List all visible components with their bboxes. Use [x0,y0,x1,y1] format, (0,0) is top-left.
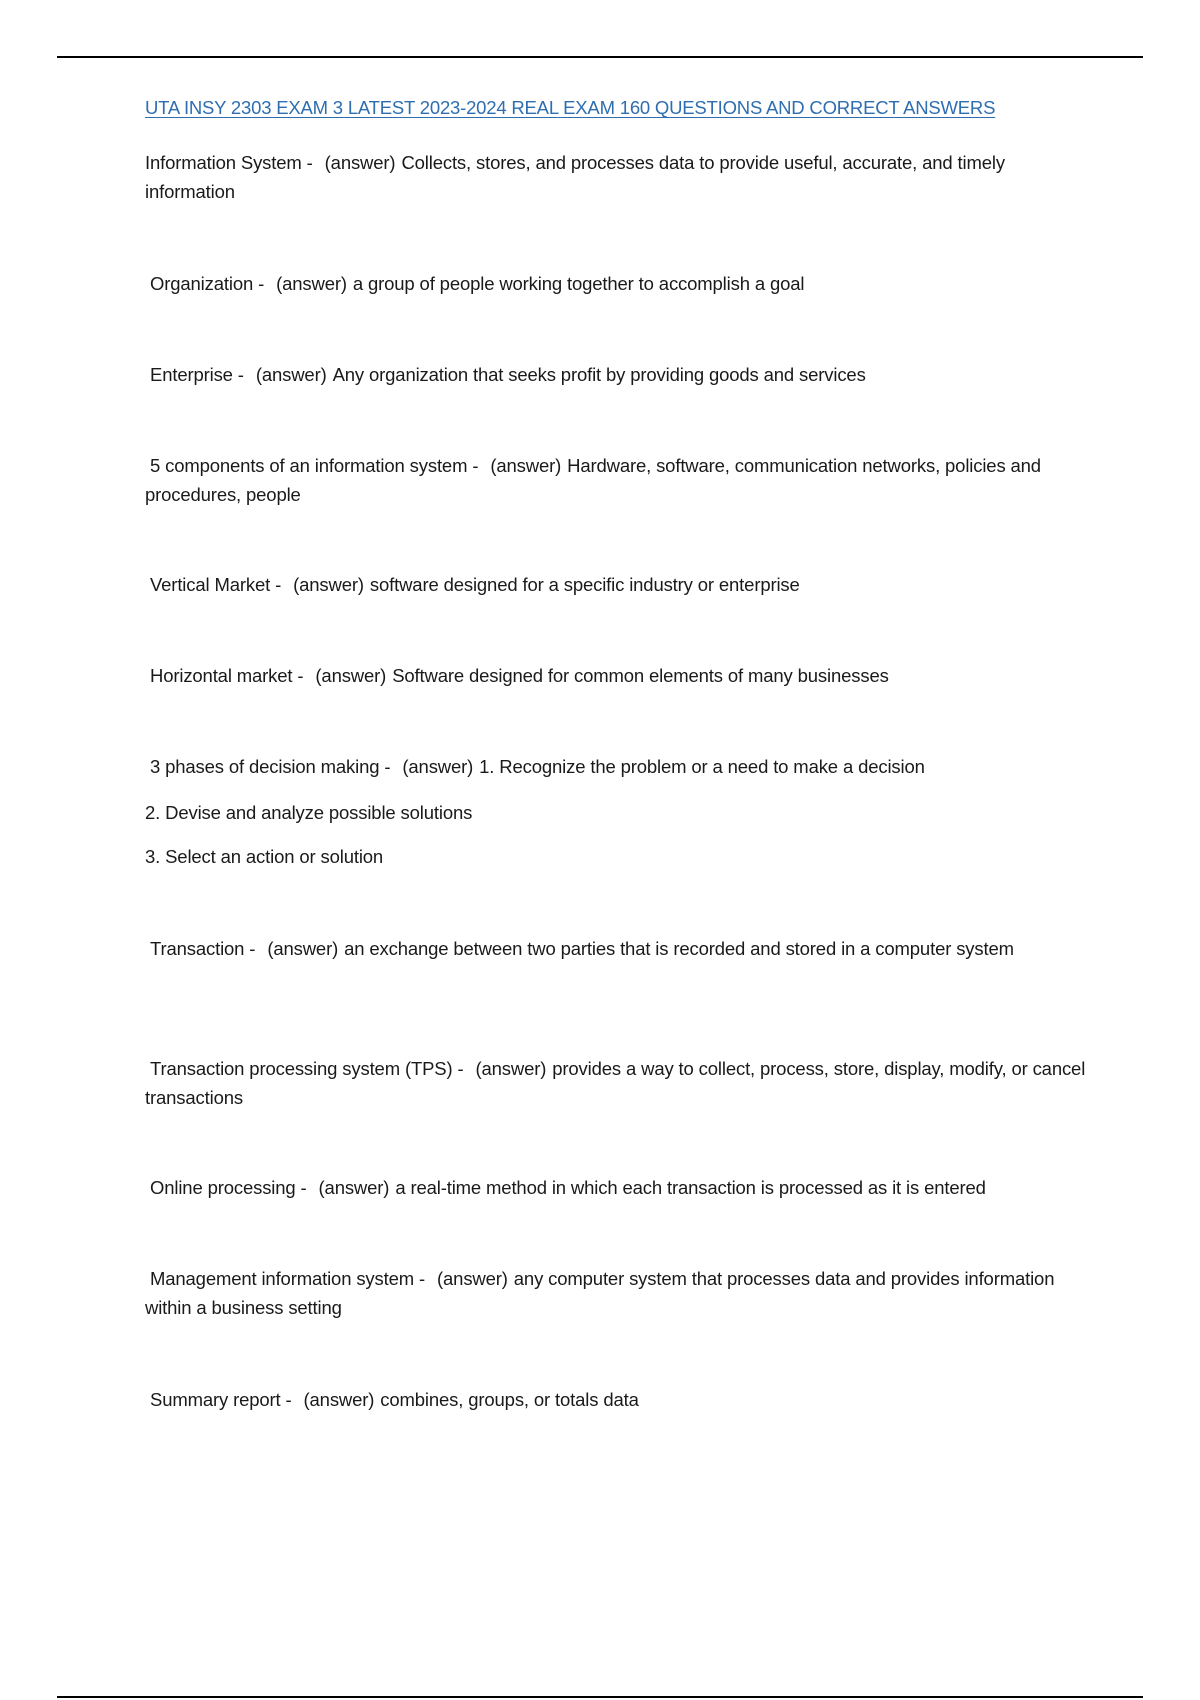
qa-entry-transaction [145,934,1095,963]
qa-entry-enterprise [145,360,1095,389]
answer-tag: (answer) [315,665,387,686]
qa-entry-decision-phases [145,752,1095,781]
entry-definition: software designed for a specific industry or enterprise [369,574,800,595]
answer-tag: (answer) [267,938,339,959]
document-title-link[interactable]: UTA INSY 2303 EXAM 3 LATEST 2023-2024 REAL EXAM 160 QUESTIONS AND CORRECT ANSWERS [145,97,996,118]
qa-entry-mis [145,1264,1095,1322]
entry-term: Online processing - [150,1177,307,1198]
entry-term: Management information system - [150,1268,426,1289]
entry-definition: a group of people working together to accomplish a goal [352,273,805,294]
answer-tag: (answer) [475,1058,547,1079]
entry-definition: Collects, stores, and processes data to provide useful, accurate, and timely information [145,152,1005,202]
entry-definition: Hardware, software, communication networks, policies and procedures, people [145,455,1041,505]
entry-definition: provides a way to collect, process, store, display, modify, or cancel transactions [145,1058,1086,1108]
entry-definition: any computer system that processes data and provides information within a business setting [145,1268,1055,1318]
qa-entry-horizontal-market [145,661,1095,690]
entry-definition: 1. Recognize the problem or a need to make a decision [479,756,925,777]
qa-entry-summary-report [145,1385,1095,1414]
entry-term: Summary report - [150,1389,292,1410]
answer-tag: (answer) [255,364,327,385]
entry-term: Enterprise - [150,364,244,385]
decision-phase-line-3: 3. Select an action or solution [145,846,384,867]
entry-definition: Any organization that seeks profit by providing goods and services [332,364,866,385]
qa-entry-is-components [145,451,1095,509]
qa-entry-tps [145,1054,1095,1112]
decision-phase-line-2: 2. Devise and analyze possible solutions [145,802,473,823]
answer-tag: (answer) [324,152,396,173]
entry-definition: combines, groups, or totals data [380,1389,639,1410]
entry-term: Transaction processing system (TPS) - [150,1058,464,1079]
answer-tag: (answer) [293,574,364,595]
entry-definition: an exchange between two parties that is recorded and stored in a computer system [344,938,1014,959]
answer-tag: (answer) [437,1268,508,1289]
entry-term: Vertical Market - [150,574,282,595]
header-rule [57,56,1143,58]
answer-tag: (answer) [402,756,474,777]
answer-tag: (answer) [276,273,347,294]
footer-rule [57,1696,1143,1698]
entry-term: 5 components of an information system - [150,455,479,476]
document-body [145,96,1095,1410]
entry-term: Horizontal market - [150,665,304,686]
entry-term: 3 phases of decision making - [150,756,391,777]
qa-entry-organization [145,269,1095,298]
qa-entry-information-system [145,148,1095,206]
answer-tag: (answer) [303,1389,375,1410]
qa-entry-online-processing [145,1173,1095,1202]
answer-tag: (answer) [490,455,562,476]
answer-tag: (answer) [318,1177,390,1198]
entry-term: Organization - [150,273,265,294]
entry-term: Transaction - [150,938,256,959]
entry-term: Information System - [145,152,313,173]
entry-definition: Software designed for common elements of many businesses [392,665,889,686]
qa-entry-vertical-market [145,570,1095,599]
entry-definition: a real-time method in which each transaction is processed as it is entered [395,1177,986,1198]
